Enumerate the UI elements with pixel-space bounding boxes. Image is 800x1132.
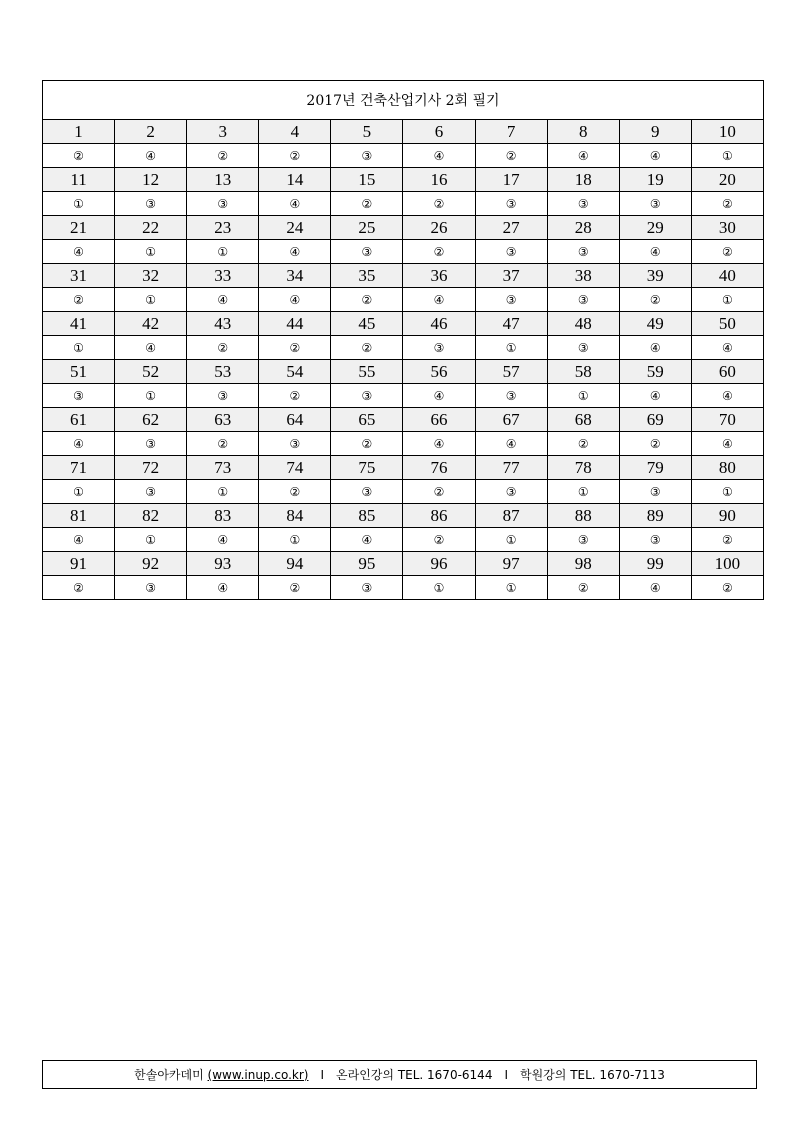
answer-cell: ① xyxy=(43,336,115,360)
answer-cell: ② xyxy=(691,240,763,264)
answer-cell: ③ xyxy=(619,480,691,504)
question-number-cell: 67 xyxy=(475,408,547,432)
question-number-cell: 7 xyxy=(475,120,547,144)
footer-online-tel: TEL. 1670-6144 xyxy=(397,1067,493,1082)
answer-cell: ② xyxy=(403,480,475,504)
answer-cell: ③ xyxy=(475,240,547,264)
question-number-row xyxy=(43,120,764,144)
answer-cell: ② xyxy=(187,432,259,456)
question-number-row xyxy=(43,216,764,240)
question-number-cell: 96 xyxy=(403,552,475,576)
answer-cell: ③ xyxy=(475,288,547,312)
question-number-cell: 30 xyxy=(691,216,763,240)
question-number-cell: 74 xyxy=(259,456,331,480)
question-number-cell: 83 xyxy=(187,504,259,528)
answer-cell: ② xyxy=(619,432,691,456)
question-number-row xyxy=(43,504,764,528)
answer-cell: ③ xyxy=(259,432,331,456)
question-number-cell: 49 xyxy=(619,312,691,336)
question-number-cell: 93 xyxy=(187,552,259,576)
question-number-cell: 50 xyxy=(691,312,763,336)
question-number-cell: 9 xyxy=(619,120,691,144)
answer-cell: ① xyxy=(475,576,547,600)
answer-cell: ② xyxy=(403,528,475,552)
answer-cell: ① xyxy=(691,288,763,312)
answer-cell: ③ xyxy=(475,384,547,408)
question-number-cell: 55 xyxy=(331,360,403,384)
question-number-cell: 79 xyxy=(619,456,691,480)
footer xyxy=(42,1060,757,1089)
question-number-cell: 56 xyxy=(403,360,475,384)
question-number-cell: 87 xyxy=(475,504,547,528)
question-number-cell: 76 xyxy=(403,456,475,480)
question-number-cell: 58 xyxy=(547,360,619,384)
question-number-cell: 2 xyxy=(115,120,187,144)
answer-cell: ② xyxy=(619,288,691,312)
answer-cell: ③ xyxy=(331,144,403,168)
question-number-cell: 46 xyxy=(403,312,475,336)
question-number-cell: 84 xyxy=(259,504,331,528)
question-number-row xyxy=(43,456,764,480)
answer-cell: ① xyxy=(259,528,331,552)
question-number-cell: 95 xyxy=(331,552,403,576)
question-number-cell: 47 xyxy=(475,312,547,336)
question-number-cell: 71 xyxy=(43,456,115,480)
footer-url-link[interactable]: (www.inup.co.kr) xyxy=(207,1067,309,1082)
question-number-cell: 72 xyxy=(115,456,187,480)
question-number-row xyxy=(43,312,764,336)
answer-cell: ① xyxy=(115,384,187,408)
question-number-cell: 21 xyxy=(43,216,115,240)
answer-cell: ② xyxy=(187,144,259,168)
question-number-cell: 28 xyxy=(547,216,619,240)
question-number-cell: 26 xyxy=(403,216,475,240)
answer-row xyxy=(43,528,764,552)
question-number-cell: 62 xyxy=(115,408,187,432)
answer-cell: ③ xyxy=(619,528,691,552)
answer-cell: ④ xyxy=(691,384,763,408)
question-number-cell: 24 xyxy=(259,216,331,240)
answer-cell: ④ xyxy=(691,432,763,456)
answer-cell: ② xyxy=(259,480,331,504)
question-number-cell: 92 xyxy=(115,552,187,576)
answer-cell: ④ xyxy=(187,576,259,600)
question-number-cell: 82 xyxy=(115,504,187,528)
question-number-cell: 100 xyxy=(691,552,763,576)
question-number-cell: 45 xyxy=(331,312,403,336)
question-number-row xyxy=(43,552,764,576)
answer-cell: ③ xyxy=(331,480,403,504)
footer-separator: I xyxy=(504,1067,508,1082)
question-number-cell: 77 xyxy=(475,456,547,480)
question-number-cell: 53 xyxy=(187,360,259,384)
question-number-cell: 16 xyxy=(403,168,475,192)
answer-cell: ② xyxy=(259,336,331,360)
question-number-cell: 38 xyxy=(547,264,619,288)
page-title: 2017년 건축산업기사 2회 필기 xyxy=(43,81,764,120)
question-number-cell: 35 xyxy=(331,264,403,288)
answer-cell: ② xyxy=(547,432,619,456)
answer-cell: ③ xyxy=(187,192,259,216)
answer-cell: ① xyxy=(475,528,547,552)
answer-row xyxy=(43,432,764,456)
answer-row xyxy=(43,288,764,312)
footer-online-label: 온라인강의 xyxy=(336,1068,394,1082)
question-number-cell: 75 xyxy=(331,456,403,480)
question-number-cell: 6 xyxy=(403,120,475,144)
answer-row xyxy=(43,240,764,264)
answer-cell: ① xyxy=(115,240,187,264)
answer-cell: ④ xyxy=(403,384,475,408)
question-number-cell: 22 xyxy=(115,216,187,240)
question-number-cell: 66 xyxy=(403,408,475,432)
question-number-cell: 27 xyxy=(475,216,547,240)
answer-cell: ② xyxy=(259,384,331,408)
question-number-cell: 34 xyxy=(259,264,331,288)
answer-cell: ② xyxy=(691,192,763,216)
question-number-cell: 64 xyxy=(259,408,331,432)
answer-cell: ③ xyxy=(331,576,403,600)
question-number-cell: 43 xyxy=(187,312,259,336)
answer-cell: ③ xyxy=(115,576,187,600)
question-number-cell: 40 xyxy=(691,264,763,288)
question-number-cell: 1 xyxy=(43,120,115,144)
question-number-cell: 97 xyxy=(475,552,547,576)
answer-cell: ② xyxy=(187,336,259,360)
answer-cell: ④ xyxy=(619,240,691,264)
question-number-cell: 51 xyxy=(43,360,115,384)
answer-cell: ③ xyxy=(547,288,619,312)
question-number-cell: 90 xyxy=(691,504,763,528)
question-number-cell: 11 xyxy=(43,168,115,192)
answer-cell: ① xyxy=(691,144,763,168)
question-number-cell: 19 xyxy=(619,168,691,192)
question-number-cell: 14 xyxy=(259,168,331,192)
answer-cell: ③ xyxy=(43,384,115,408)
answer-cell: ① xyxy=(691,480,763,504)
question-number-row xyxy=(43,360,764,384)
title-row xyxy=(43,81,764,120)
question-number-cell: 18 xyxy=(547,168,619,192)
answer-cell: ② xyxy=(331,432,403,456)
answer-cell: ③ xyxy=(619,192,691,216)
footer-offline-tel: TEL. 1670-7113 xyxy=(570,1067,665,1082)
question-number-cell: 36 xyxy=(403,264,475,288)
answer-row xyxy=(43,336,764,360)
question-number-cell: 32 xyxy=(115,264,187,288)
answer-cell: ④ xyxy=(331,528,403,552)
answer-cell: ② xyxy=(43,288,115,312)
question-number-cell: 57 xyxy=(475,360,547,384)
answer-cell: ③ xyxy=(547,240,619,264)
footer-separator: I xyxy=(320,1067,325,1082)
question-number-cell: 3 xyxy=(187,120,259,144)
answer-cell: ② xyxy=(403,240,475,264)
answer-cell: ④ xyxy=(187,528,259,552)
answer-cell: ④ xyxy=(619,384,691,408)
question-number-cell: 25 xyxy=(331,216,403,240)
answer-cell: ③ xyxy=(547,192,619,216)
answer-cell: ② xyxy=(403,192,475,216)
answer-cell: ① xyxy=(187,480,259,504)
question-number-cell: 41 xyxy=(43,312,115,336)
question-number-cell: 94 xyxy=(259,552,331,576)
answer-cell: ④ xyxy=(403,432,475,456)
answer-cell: ④ xyxy=(259,288,331,312)
answer-cell: ② xyxy=(43,576,115,600)
answer-cell: ④ xyxy=(403,288,475,312)
answer-row xyxy=(43,144,764,168)
answer-cell: ② xyxy=(475,144,547,168)
question-number-cell: 91 xyxy=(43,552,115,576)
answer-cell: ③ xyxy=(331,384,403,408)
answer-cell: ④ xyxy=(619,336,691,360)
question-number-cell: 13 xyxy=(187,168,259,192)
answer-cell: ③ xyxy=(187,384,259,408)
question-number-cell: 73 xyxy=(187,456,259,480)
footer-academy: 한솔아카데미 xyxy=(134,1068,204,1082)
answer-cell: ③ xyxy=(115,480,187,504)
answer-cell: ② xyxy=(331,192,403,216)
answer-table xyxy=(42,80,764,600)
answer-cell: ④ xyxy=(115,144,187,168)
question-number-cell: 23 xyxy=(187,216,259,240)
question-number-row xyxy=(43,168,764,192)
answer-cell: ③ xyxy=(475,480,547,504)
answer-cell: ③ xyxy=(547,528,619,552)
question-number-cell: 10 xyxy=(691,120,763,144)
question-number-cell: 70 xyxy=(691,408,763,432)
answer-cell: ② xyxy=(331,336,403,360)
question-number-cell: 88 xyxy=(547,504,619,528)
answer-cell: ④ xyxy=(403,144,475,168)
question-number-cell: 85 xyxy=(331,504,403,528)
answer-cell: ① xyxy=(187,240,259,264)
answer-row xyxy=(43,576,764,600)
question-number-cell: 68 xyxy=(547,408,619,432)
answer-cell: ③ xyxy=(475,192,547,216)
answer-cell: ② xyxy=(259,576,331,600)
answer-cell: ② xyxy=(547,576,619,600)
answer-cell: ④ xyxy=(691,336,763,360)
answer-cell: ④ xyxy=(475,432,547,456)
question-number-cell: 4 xyxy=(259,120,331,144)
answer-cell: ② xyxy=(43,144,115,168)
answer-cell: ④ xyxy=(547,144,619,168)
answer-cell: ① xyxy=(115,288,187,312)
question-number-cell: 5 xyxy=(331,120,403,144)
answer-cell: ③ xyxy=(547,336,619,360)
question-number-cell: 63 xyxy=(187,408,259,432)
answer-cell: ② xyxy=(331,288,403,312)
answer-cell: ① xyxy=(43,480,115,504)
question-number-cell: 54 xyxy=(259,360,331,384)
answer-row xyxy=(43,480,764,504)
answer-row xyxy=(43,192,764,216)
question-number-cell: 65 xyxy=(331,408,403,432)
question-number-cell: 39 xyxy=(619,264,691,288)
question-number-cell: 12 xyxy=(115,168,187,192)
answer-cell: ④ xyxy=(619,144,691,168)
answer-cell: ④ xyxy=(619,576,691,600)
answer-cell: ② xyxy=(691,528,763,552)
answer-cell: ④ xyxy=(43,240,115,264)
footer-offline-label: 학원강의 xyxy=(520,1068,567,1082)
question-number-cell: 80 xyxy=(691,456,763,480)
question-number-cell: 20 xyxy=(691,168,763,192)
answer-cell: ④ xyxy=(187,288,259,312)
question-number-cell: 98 xyxy=(547,552,619,576)
answer-cell: ① xyxy=(475,336,547,360)
question-number-cell: 86 xyxy=(403,504,475,528)
answer-cell: ④ xyxy=(115,336,187,360)
answer-cell: ④ xyxy=(259,240,331,264)
question-number-row xyxy=(43,408,764,432)
question-number-cell: 42 xyxy=(115,312,187,336)
answer-cell: ② xyxy=(691,576,763,600)
question-number-cell: 61 xyxy=(43,408,115,432)
question-number-cell: 60 xyxy=(691,360,763,384)
answer-cell: ④ xyxy=(43,432,115,456)
question-number-cell: 29 xyxy=(619,216,691,240)
question-number-cell: 17 xyxy=(475,168,547,192)
answer-cell: ④ xyxy=(43,528,115,552)
question-number-row xyxy=(43,264,764,288)
question-number-cell: 81 xyxy=(43,504,115,528)
question-number-cell: 78 xyxy=(547,456,619,480)
answer-cell: ③ xyxy=(115,192,187,216)
question-number-cell: 52 xyxy=(115,360,187,384)
answer-cell: ① xyxy=(43,192,115,216)
question-number-cell: 31 xyxy=(43,264,115,288)
question-number-cell: 44 xyxy=(259,312,331,336)
answer-cell: ③ xyxy=(331,240,403,264)
answer-row xyxy=(43,384,764,408)
question-number-cell: 37 xyxy=(475,264,547,288)
question-number-cell: 99 xyxy=(619,552,691,576)
question-number-cell: 8 xyxy=(547,120,619,144)
answer-cell: ③ xyxy=(403,336,475,360)
answer-cell: ① xyxy=(115,528,187,552)
question-number-cell: 59 xyxy=(619,360,691,384)
question-number-cell: 15 xyxy=(331,168,403,192)
question-number-cell: 48 xyxy=(547,312,619,336)
question-number-cell: 69 xyxy=(619,408,691,432)
answer-cell: ② xyxy=(259,144,331,168)
question-number-cell: 89 xyxy=(619,504,691,528)
answer-cell: ③ xyxy=(115,432,187,456)
answer-cell: ① xyxy=(547,384,619,408)
question-number-cell: 33 xyxy=(187,264,259,288)
answer-cell: ① xyxy=(403,576,475,600)
answer-cell: ④ xyxy=(259,192,331,216)
answer-cell: ① xyxy=(547,480,619,504)
